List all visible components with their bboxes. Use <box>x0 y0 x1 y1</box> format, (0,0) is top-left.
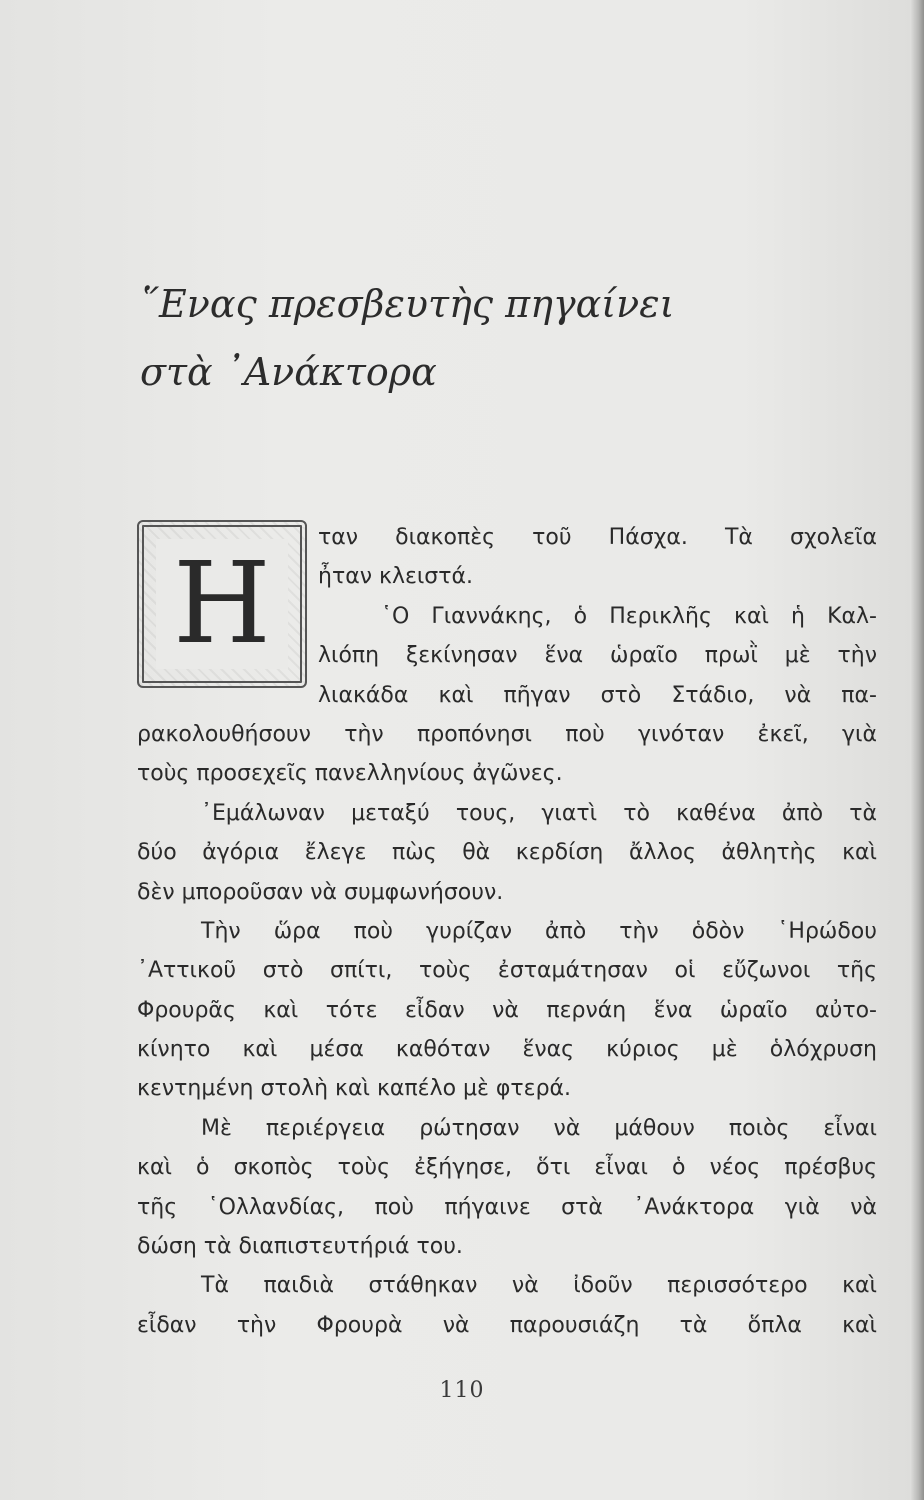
text-line: ταν διακοπὲς τοῦ Πάσχα. Τὰ σχολεῖα <box>318 525 877 550</box>
text-line: εἶδαν τὴν Φρουρὰ νὰ παρουσιάζη τὰ ὅπλα καὶ <box>137 1312 877 1338</box>
text-line: ᾿Εμάλωναν μεταξύ τους, γιατὶ τὸ καθένα ἀπὸ τὰ <box>201 800 877 826</box>
text-line: κεντημένη στολὴ καὶ καπέλο μὲ φτερά. <box>137 1076 572 1102</box>
text-line: ἦταν κλειστά. <box>318 564 473 590</box>
body-text <box>137 518 877 1345</box>
page-number: 110 <box>439 1378 485 1403</box>
chapter-title-line-2: στὰ ᾿Ανάκτορα <box>140 350 437 394</box>
text-line: τῆς ῾Ολλανδίας, ποὺ πήγαινε στὰ ᾿Ανάκτορα γιὰ νὰ <box>137 1194 877 1220</box>
chapter-title <box>140 270 780 406</box>
text-line: κίνητο καὶ μέσα καθόταν ἕνας κύριος μὲ ὁλόχρυση <box>137 1037 877 1063</box>
text-line: Φρουρᾶς καὶ τότε εἶδαν νὰ περνάη ἕνα ὡραῖο αὐτο- <box>137 997 877 1023</box>
text-line: Τὴν ὥρα ποὺ γυρίζαν ἀπὸ τὴν ὁδὸν ῾Ηρώδου <box>201 918 877 944</box>
text-line: τοὺς προσεχεῖς πανελληνίους ἀγῶνες. <box>137 761 563 787</box>
text-line: δύο ἀγόρια ἔλεγε πὼς θὰ κερδίση ἄλλος ἀθλητὴς καὶ <box>137 840 877 866</box>
text-line: Μὲ περιέργεια ρώτησαν νὰ μάθουν ποιὸς εἶναι <box>201 1115 877 1141</box>
text-line: ῾Ο Γιαννάκης, ὁ Περικλῆς καὶ ἡ Καλ- <box>381 603 877 629</box>
text-line: δώση τὰ διαπιστευτήριά του. <box>137 1234 463 1260</box>
chapter-title-line-1: ῞Ενας πρεσβευτὴς πηγαίνει <box>140 282 675 326</box>
drop-cap-letter: Η <box>173 539 271 669</box>
text-line: δὲν μποροῦσαν νὰ συμφωνήσουν. <box>137 879 504 905</box>
text-line: ρακολουθήσουν τὴν προπόνησι ποὺ γινόταν ἐκεῖ, γιὰ <box>137 721 877 747</box>
page-edge-shadow <box>910 0 924 1500</box>
text-line: ᾿Αττικοῦ στὸ σπίτι, τοὺς ἐσταμάτησαν οἱ εὔζωνοι τῆς <box>137 958 877 984</box>
text-line: λιόπη ξεκίνησαν ἕνα ὡραῖο πρωῒ μὲ τὴν <box>318 643 877 669</box>
text-line: καὶ ὁ σκοπὸς τοὺς ἐξήγησε, ὅτι εἶναι ὁ νέος πρέσβυς <box>137 1155 877 1181</box>
text-line: Τὰ παιδιὰ στάθηκαν νὰ ἰδοῦν περισσότερο καὶ <box>201 1273 877 1299</box>
text-line: λιακάδα καὶ πῆγαν στὸ Στάδιο, νὰ πα- <box>318 682 877 708</box>
